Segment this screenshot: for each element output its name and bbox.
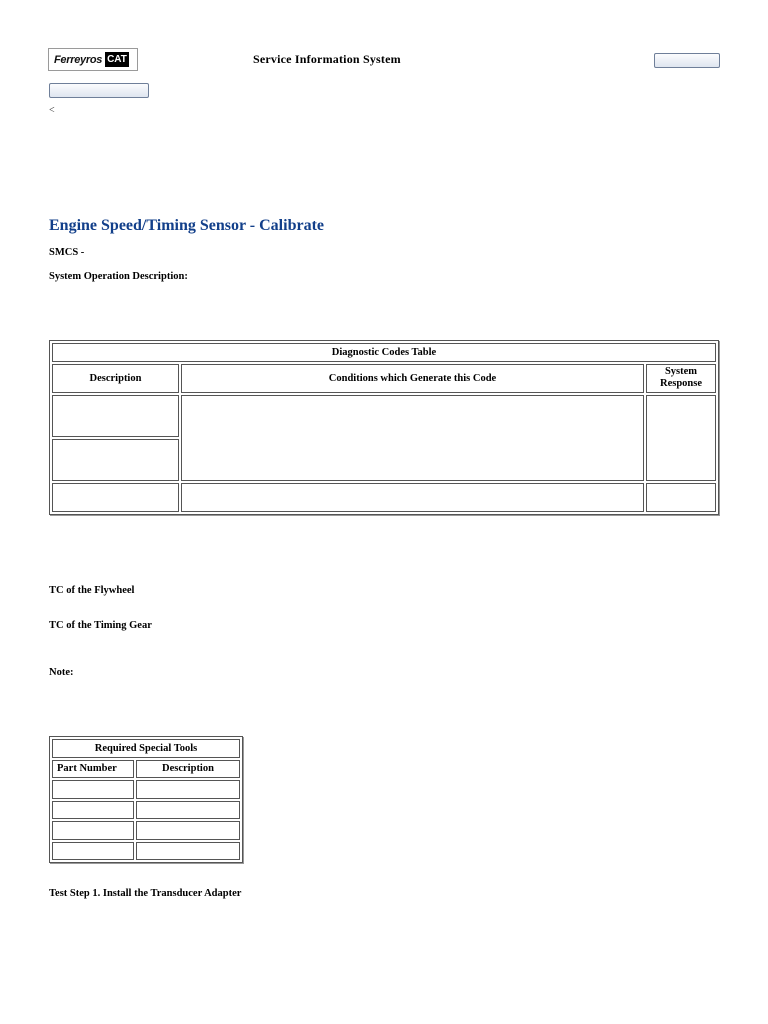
table-cell [136, 801, 240, 820]
ferreyros-cat-logo [48, 48, 138, 71]
toolbar-button[interactable] [49, 83, 149, 98]
smcs-label: SMCS - [49, 247, 85, 258]
diagnostic-table-caption: Diagnostic Codes Table [52, 343, 716, 362]
logo-brand-text: Ferreyros [54, 53, 103, 66]
system-response-header: System Response [646, 364, 716, 393]
back-arrow-icon[interactable]: < [49, 105, 55, 116]
table-cell [181, 395, 644, 481]
required-special-tools-table [49, 736, 243, 863]
cat-logo-mark: CAT [107, 54, 127, 65]
system-operation-label: System Operation Description: [49, 271, 188, 282]
note-label: Note: [49, 667, 74, 678]
conditions-header: Conditions which Generate this Code [181, 364, 644, 393]
tools-table-caption: Required Special Tools [52, 739, 240, 758]
table-cell [136, 842, 240, 861]
table-cell [52, 780, 134, 799]
part-number-header: Part Number [52, 760, 134, 779]
table-cell [646, 395, 716, 481]
diagnostic-codes-table [49, 340, 719, 515]
tc-flywheel-label: TC of the Flywheel [49, 585, 135, 596]
header-action-button[interactable] [654, 53, 720, 68]
table-cell [136, 821, 240, 840]
test-step-1-heading: Test Step 1. Install the Transducer Adapter [49, 888, 242, 899]
table-cell [136, 780, 240, 799]
system-title: Service Information System [253, 52, 401, 66]
table-cell [52, 821, 134, 840]
description-header: Description [52, 364, 179, 393]
table-cell [181, 483, 644, 512]
table-cell [52, 483, 179, 512]
tc-timing-gear-label: TC of the Timing Gear [49, 620, 152, 631]
document-title: Engine Speed/Timing Sensor - Calibrate [49, 217, 324, 234]
tools-description-header: Description [136, 760, 240, 779]
table-cell [52, 439, 179, 481]
table-cell [52, 801, 134, 820]
table-cell [646, 483, 716, 512]
table-cell [52, 842, 134, 861]
table-cell [52, 395, 179, 437]
